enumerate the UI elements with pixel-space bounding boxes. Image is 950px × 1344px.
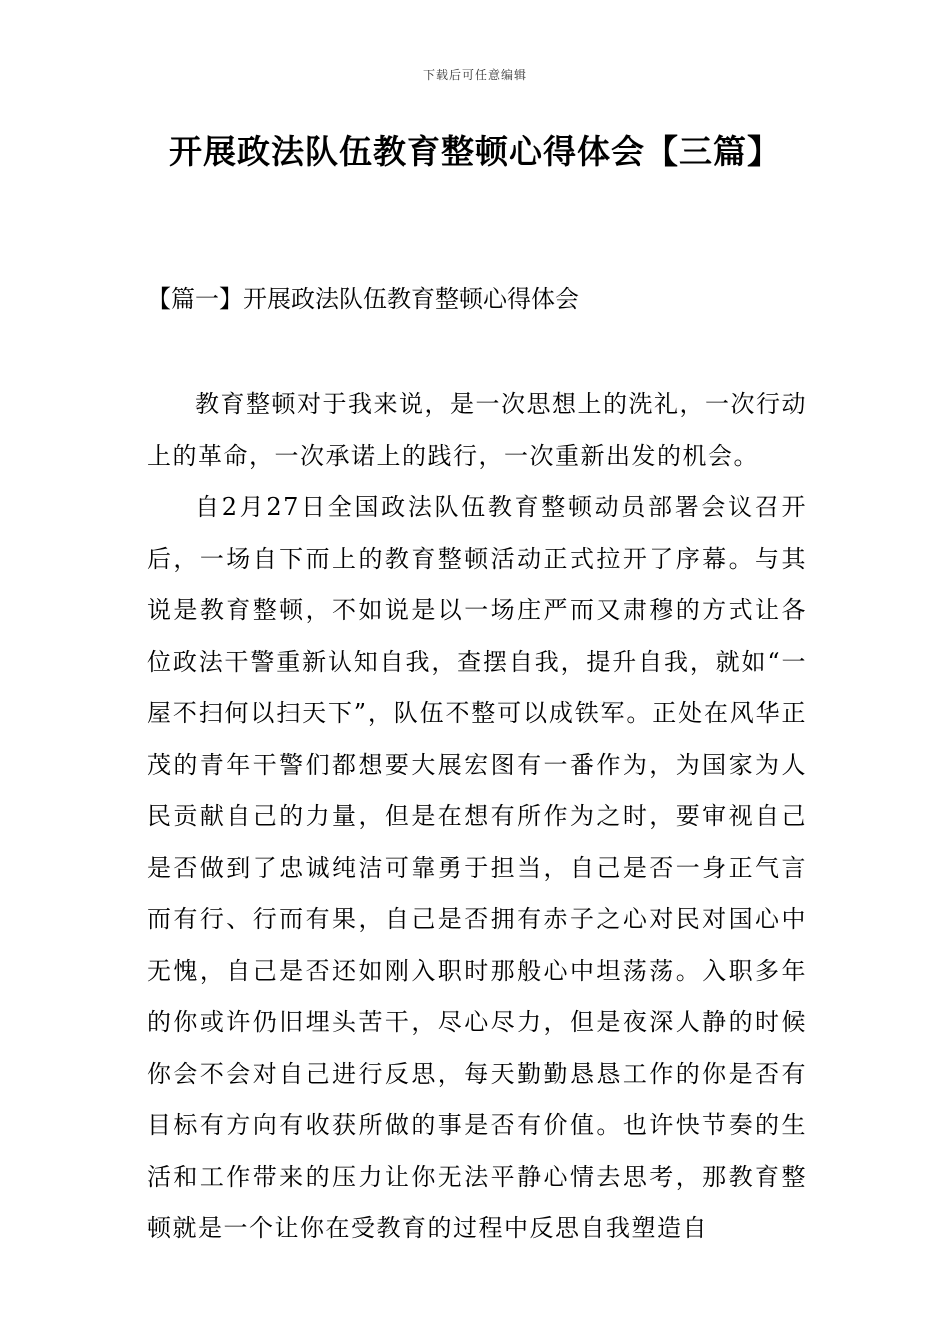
section-heading: 【篇一】开展政法队伍教育整顿心得体会 xyxy=(147,285,579,313)
page-header-note: 下载后可任意编辑 xyxy=(422,68,527,82)
body-paragraph: 教育整顿对于我来说，是一次思想上的洗礼，一次行动上的革命，一次承诺上的践行，一次重新出发的机会。 xyxy=(147,390,807,470)
document-body xyxy=(147,379,807,1255)
document-title: 开展政法队伍教育整顿心得体会【三篇】 xyxy=(169,132,781,171)
body-paragraph: 自2月27日全国政法队伍教育整顿动员部署会议召开后，一场自下而上的教育整顿活动正式拉开了序幕。与其说是教育整顿，不如说是以一场庄严而又肃穆的方式让各位政法干警重新认知自我，查摆自我，提升自我，就如“一屋不扫何以扫天下”，队伍不整可以成铁军。正处在风华正茂的青年干警们都想要大展宏图有一番作为，为国家为人民贡献自己的力量，但是在想有所作为之时，要审视自己是否做到了忠诚纯洁可靠勇于担当，自己是否一身正气言而有行、行而有果，自己是否拥有赤子之心对民对国心中无愧，自己是否还如刚入职时那般心中坦荡荡。入职多年的你或许仍旧埋头苦干，尽心尽力，但是夜深人静的时候你会不会对自己进行反思，每天勤勤恳恳工作的你是否有目标有方向有收获所做的事是否有价值。也许快节奏的生活和工作带来的压力让你无法平静心情去思考，那教育整顿就是一个让你在受教育的过程中反思自我塑造自 xyxy=(147,493,807,1242)
